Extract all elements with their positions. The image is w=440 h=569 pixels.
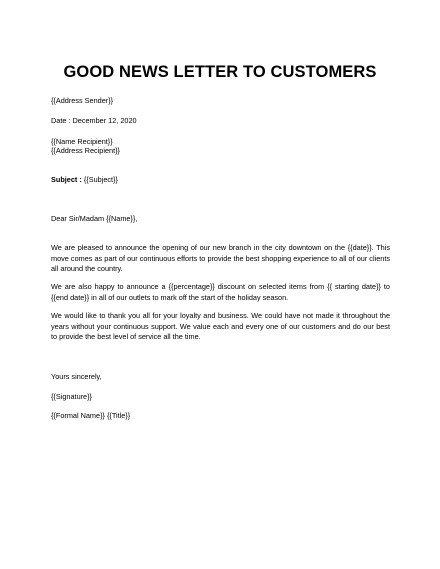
signature: {{Signature}}: [51, 392, 92, 401]
salutation: Dear Sir/Madam {{Name}},: [51, 214, 138, 223]
address-recipient: {{Address Recipient}}: [51, 146, 120, 155]
name-recipient: {{Name Recipient}}: [51, 137, 113, 146]
closing: Yours sincerely,: [51, 372, 102, 381]
subject-value: {{Subject}}: [81, 175, 118, 184]
paragraph-thanks: We would like to thank you all for your loyalty and business. We could have not made it throughout the years without your continuous support. We value each and every one of our customers and do our best to provide the best level of service all the time.: [51, 311, 390, 341]
formal-name-title: {{Formal Name}} {{Title}}: [51, 411, 131, 420]
subject-label: Subject :: [51, 175, 82, 184]
letter-title: GOOD NEWS LETTER TO CUSTOMERS: [63, 63, 377, 81]
address-sender: {{Address Sender}}: [51, 96, 114, 105]
date-line: Date : December 12, 2020: [51, 116, 137, 125]
paragraph-discount: We are also happy to announce a {{percentage}} discount on selected items from {{ starting date}} to {{end date}} in all of our outlets to mark off the start of the holiday season.: [51, 282, 390, 302]
subject-line: [51, 175, 118, 184]
paragraph-opening: We are pleased to announce the opening of our new branch in the city downtown on the {{date}}. This move comes as part of our continuous efforts to provide the best shopping experience to all of our clients all around the country.: [51, 243, 390, 273]
